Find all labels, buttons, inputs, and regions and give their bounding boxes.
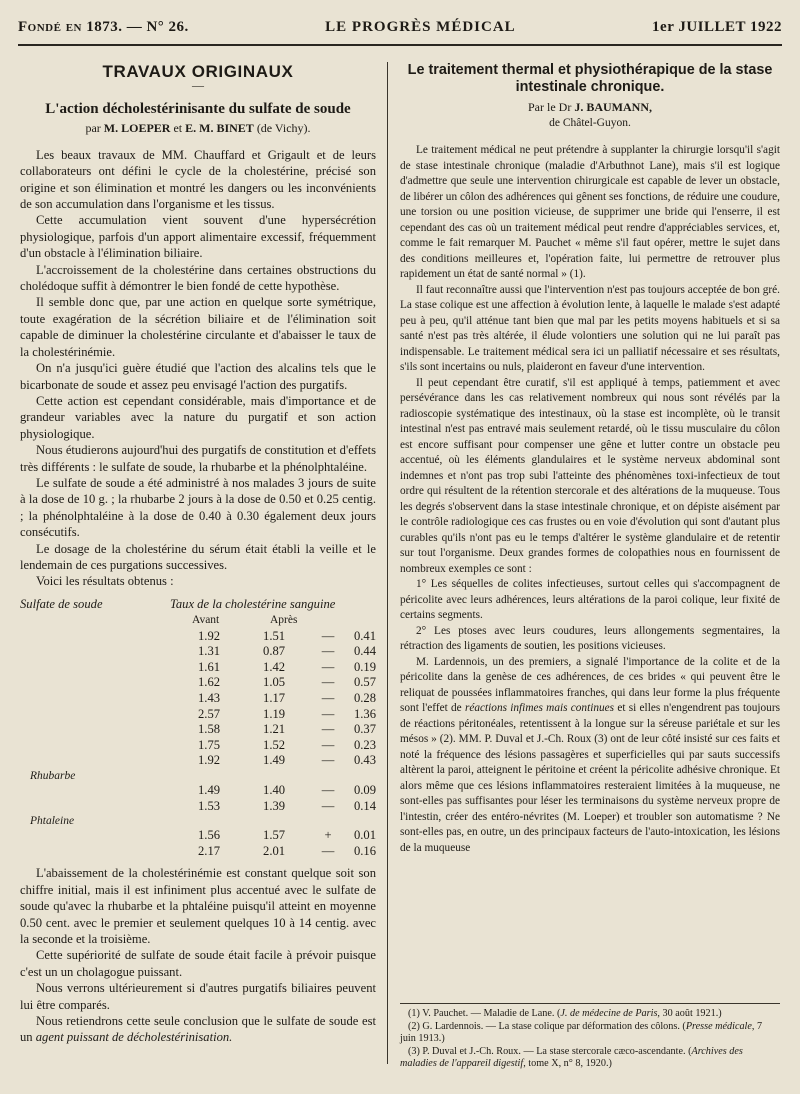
cell-sign: — [321,644,335,659]
body-paragraph: Le sulfate de soude a été administré à nos malades 3 jours de suite à la dose de 10 g. ; la rhubarbe 2 jours à la dose de 0.50 et 0.25 centig. ; la phénolphtaléine à la dose de 0.40 à 0.30 également deux jours consécutifs. [20,475,376,540]
cell-before: 1.75 [198,737,221,752]
table-group-label: Phtaleine [30,815,75,828]
section-dash: — [192,78,204,93]
body-paragraph: Le dosage de la cholestérine du sérum était établi la veille et le lendemain de ces purgations successives. [20,541,376,572]
cell-after: 0.87 [263,644,286,659]
table-group-label: Rhubarbe [30,769,76,782]
body-paragraph: L'abaissement de la cholestérinémie est constant quelque soit son chiffre initial, mais il est infiniment plus accentué avec le sulfate de soude qu'avec la rhubarbe et la phtaléine puisqu'il atteint en moyenne 0.50 cent. avec le premier et seulement quelques 10 à 14 centig. avec la seconde et la troisième. [20,866,376,946]
footnote [400,1046,780,1071]
cell-sign: — [321,782,335,797]
cell-diff: 0.19 [353,659,376,674]
conclusion-paragraph [20,1013,376,1046]
left-paragraphs-after [20,865,376,1013]
lardennois-paragraph [400,655,780,857]
body-paragraph: Nous verrons ultérieurement si d'autres purgatifs biliaires peuvent lui être comparés. [20,981,376,1012]
byline-prefix: par [85,121,101,136]
cell-diff: 0.16 [353,843,376,858]
table-subheader [20,612,376,628]
table-row [20,844,376,860]
cell-after: 1.21 [263,722,286,737]
conclusion-text: Nous retiendrons cette seule conclusion que le sulfate de soude est un [20,1013,376,1045]
body-paragraph: Cette accumulation vient souvent d'une hypersécrétion physiologique, parfois d'un apport alimentaire excessif, fréquemment d'un obstacle à l'élimination biliaire. [20,213,376,261]
table-body [20,629,376,860]
cell-sign: — [321,843,335,858]
cell-sign: — [321,706,335,721]
body-paragraph: 2° Les ptoses avec leurs coudures, leurs allongements segmentaires, la rétraction des ligaments de soutien, les positions vicieuses. [400,624,780,652]
table-col-taux: Taux de la cholestérine sanguine [170,596,336,611]
table-row [20,722,376,738]
body-paragraph: Les beaux travaux de MM. Chauffard et Grigault et de leurs collaborateurs ont défini le cycle de la cholestérine, précisé son origine et son élimination et montré les dangers ou les inconvénients de son accumulation dans l'organisme et les tissus. [20,147,376,212]
author-loeper: M. LOEPER [103,121,171,136]
cell-diff: 0.44 [353,644,376,659]
body-paragraph: Cette action est cependant considérable, mais d'importance et de grandeur variables avec la nature du purgatif et son action physiologique. [20,393,376,441]
footnote-source: Archives des maladies de l'appareil digestif [400,1045,743,1070]
table-header [20,596,376,612]
cell-after: 1.51 [263,628,286,643]
cell-after: 2.01 [263,843,286,858]
footnote [400,1021,780,1046]
page-header [18,12,782,42]
cell-diff: 0.28 [353,690,376,705]
column-divider [387,62,388,1064]
article-title-left: L'action décholestérinisante du sulfate de soude [45,101,351,118]
cell-diff: 0.57 [353,675,376,690]
cell-sign: — [321,675,335,690]
cell-sign: + [324,828,332,843]
cell-after: 1.42 [263,659,286,674]
body-paragraph: Nous étudierons aujourd'hui des purgatifs de constitution et d'effets très différents : le sulfate de soude, la rhubarbe et la phénolphtaléine. [20,443,376,474]
lardennois-italic: réactions infimes mais continues [464,702,615,714]
journal-title: LE PROGRÈS MÉDICAL [325,18,516,35]
article-title-right: Le traitement thermal et physiothérapique de la stase intestinale chronique. [407,62,773,95]
author-place: de Châtel-Guyon. [549,116,631,129]
cell-sign: — [321,722,335,737]
cell-sign: — [321,737,335,752]
footnote-text: , tome X, n° 8, 1920.) [523,1058,612,1070]
footnote-text: (2) G. Lardennois. — La stase colique par déformation des côlons. ( [408,1020,686,1032]
cell-after: 1.52 [263,737,286,752]
lardennois-text-a: M. Lardennois, un des premiers, a signalé l'importance de la colite et de la péricolite dans la genèse de ces adhérences, de ces brides « qui peuvent être le reliquat de poussées inflammatoires franches, qui dans leur forme la plus fréquente sont l'effet de [400,655,780,714]
cell-after: 1.49 [263,753,286,768]
lardennois-text-b: et si elles n'engendrent pas toujours de réactions péritonéales, retentissent à la longue sur la séreuse pariétale et sur les mésos » (2). MM. P. Duval et J.-Ch. Roux (3) ont de leur côté insisté sur ces faits et noté la fréquence des lésions passagères et superficielles qui par sauts successifs altèrent la paroi, atteignent le péritoine et créent la péricolite adhésive chronique. Et alors même que ces lésions inflammatoires resteraient limitées à la muqueuse, ne sont-elles pas suffisantes pour léser les terminaisons du système nerveux propre de l'intestin, créer des entéro-névrites (M. Loeper) et troubler son automatisme ? Ne sont-elles pas, en outre, un des principaux facteurs de l'auto-intoxication, les lésions de la muqueuse [400,702,780,854]
cell-before: 1.43 [198,690,221,705]
cell-before: 1.62 [198,675,221,690]
cell-after: 1.57 [263,828,286,843]
cell-sign: — [321,753,335,768]
cell-diff: 0.09 [353,782,376,797]
body-paragraph: Il peut cependant être curatif, s'il est appliqué à temps, patiemment et avec persévérance dans les cas relativement nombreux qui nous sont révélés par la radioscopie systématique des intestinaux, où la stase est incomplète, où le transit intestinal n'est pas entravé mais seulement retardé, où le tissu musculaire du côlon est encore suffisant pour compenser une gêne et lutter contre un obstacle peu accentué, où les éléments glandulaires et le système nerveux abdominal sont indemnes et n'ont pas trop subi l'atteinte des phénomènes toxi-infectieux de tout ordre qui résultent de la rétention stercorale et des altérations de la muqueuse. Tous les degrés s'observent dans la stase intestinale chronique, et on dépiste aisément par le contrôle radiologique ces cas frustes ou en voie d'évolution qui sont d'autant plus curables qu'ils n'ont pas eu le temps d'altérer le système glandulaire et de retentir sur tout l'organisme. Deux grandes formes de colopathies nous en fournissent de nombreux exemples ce sont : [400,376,780,575]
cell-diff: 0.43 [353,753,376,768]
right-paragraphs [400,143,780,655]
table-row [20,675,376,691]
cell-before: 1.58 [198,722,221,737]
cell-sign: — [321,628,335,643]
table-row [20,691,376,707]
footnote-text: (3) P. Duval et J.-Ch. Roux. — La stase stercorale cæco-ascendante. ( [408,1045,692,1057]
cell-after: 1.17 [263,690,286,705]
cell-before: 1.53 [198,798,221,813]
byline-right [400,100,780,116]
founding-issue-label: Fondé en 1873. — N° 26. [18,18,189,35]
cell-before: 1.56 [198,828,221,843]
body-paragraph: Cette supériorité de sulfate de soude était facile à prévoir puisque c'est un un cholagogue puissant. [20,948,376,979]
author-binet: E. M. BINET [185,121,254,136]
table-row [20,660,376,676]
body-paragraph: Il semble donc que, par une action en quelque sorte symétrique, toute exagération de la sécrétion biliaire et de l'élimination soit capable de diminuer la cholestérine circulante et d'abaisser le taux de la cholestérinémie. [20,295,376,359]
cell-after: 1.39 [263,798,286,813]
table-row [20,644,376,660]
cell-before: 1.61 [198,659,221,674]
footnote-text: (1) V. Pauchet. — Maladie de Lane. ( [408,1008,561,1019]
conclusion-italic: agent puissant de décholestérinisation. [35,1030,233,1045]
issue-date: 1er JUILLET 1922 [652,18,782,35]
body-paragraph: L'accroissement de la cholestérine dans certaines obstructions du cholédoque suffit à démontrer le bien fondé de cette hypothèse. [20,262,376,294]
table-row [20,799,376,815]
table-row [20,753,376,769]
right-column [400,62,780,1074]
table-row [20,707,376,723]
header-rule [18,44,782,46]
footnote-text: , 30 août 1921.) [657,1008,722,1019]
body-paragraph: Voici les résultats obtenus : [36,574,174,589]
table-row [20,783,376,799]
byline-right-prefix: Par le Dr [528,100,572,114]
body-paragraph: Il faut reconnaître aussi que l'intervention n'est pas toujours acceptée de bon gré. La stase colique est une affection à évolution lente, à laquelle le malade s'est adapté peu à peu, qu'il atténue tant bien que mal par les petits moyens habituels et si sa santé n'est pas très altérée, il élude volontiers une solution qui ne lui paraît pas indispensable. Le traitement médical sera ici un palliatif nécessaire et ses résultats, s'ils sont incertains ou nuls, plaideront en faveur d'une intervention. [400,283,780,373]
cell-before: 1.31 [198,644,221,659]
footnote-source: Presse médicale [685,1020,752,1032]
table-row [20,828,376,844]
cell-before: 2.17 [198,843,221,858]
byline-conj: et [173,121,183,136]
left-paragraphs [20,147,376,590]
cell-after: 1.40 [263,782,286,797]
body-paragraph: Le traitement médical ne peut prétendre à supplanter la chirurgie lorsqu'il s'agit de stase intestinale chronique (maladie d'Arbuthnot Lane), mais s'il est logique d'admettre que seule une intervention chirurgicale est capable de lever un obstacle, de libérer un côlon des adhérences qui gênent ses fonctions, de réduire une coudure, une torsion ou une position vicieuse, de supprimer une bride qui l'enserre, il est cependant des cas où un traitement médical peut rendre d'appréciables services, et, comme le fait remarquer M. Pauchet « même s'il faut opérer, mettre le sujet dans des conditions meilleures et, l'opération faite, lui permettre de retrouver plus rapidement un état de santé normal » (1). [400,144,780,280]
body-paragraph: On n'a jusqu'ici guère étudié que l'action des alcalins tels que le bicarbonate de soude et assez peu envisagé l'action des purgatifs. [20,361,376,392]
table-sub-after: Après [270,614,298,627]
footnote-text: , 7 juin 1913.) [400,1020,763,1045]
cell-after: 1.19 [263,706,286,721]
byline-suffix: (de Vichy). [256,121,311,136]
section-title: TRAVAUX ORIGINAUX [102,62,294,81]
footnotes [400,1003,780,1071]
cell-before: 1.49 [198,782,221,797]
cell-diff: 0.14 [353,798,376,813]
cell-diff: 1.36 [353,706,376,721]
cell-before: 2.57 [198,706,221,721]
cell-after: 1.05 [263,675,286,690]
cell-diff: 0.23 [353,737,376,752]
cell-diff: 0.01 [353,828,376,843]
cell-sign: — [321,798,335,813]
table-row [20,629,376,645]
table-sub-before: Avant [192,614,220,627]
author-baumann: J. BAUMANN, [574,100,652,114]
cell-sign: — [321,659,335,674]
body-paragraph: 1° Les séquelles de colites infectieuses, surtout celles qui s'accompagnent de péricolite avec leurs adhérences, leurs altérations de la paroi colique, leur fixité de certains segments. [400,578,780,621]
cell-sign: — [321,690,335,705]
cell-diff: 0.37 [353,722,376,737]
footnote-source: J. de médecine de Paris [560,1008,658,1019]
cholesterol-table [20,596,376,860]
byline-left [20,120,376,136]
table-col-sulfate: Sulfate de soude [20,596,103,611]
footnote [400,1008,780,1021]
table-row [20,738,376,754]
left-column [20,62,376,1074]
cell-diff: 0.41 [353,628,376,643]
cell-before: 1.92 [198,753,221,768]
cell-before: 1.92 [198,628,221,643]
